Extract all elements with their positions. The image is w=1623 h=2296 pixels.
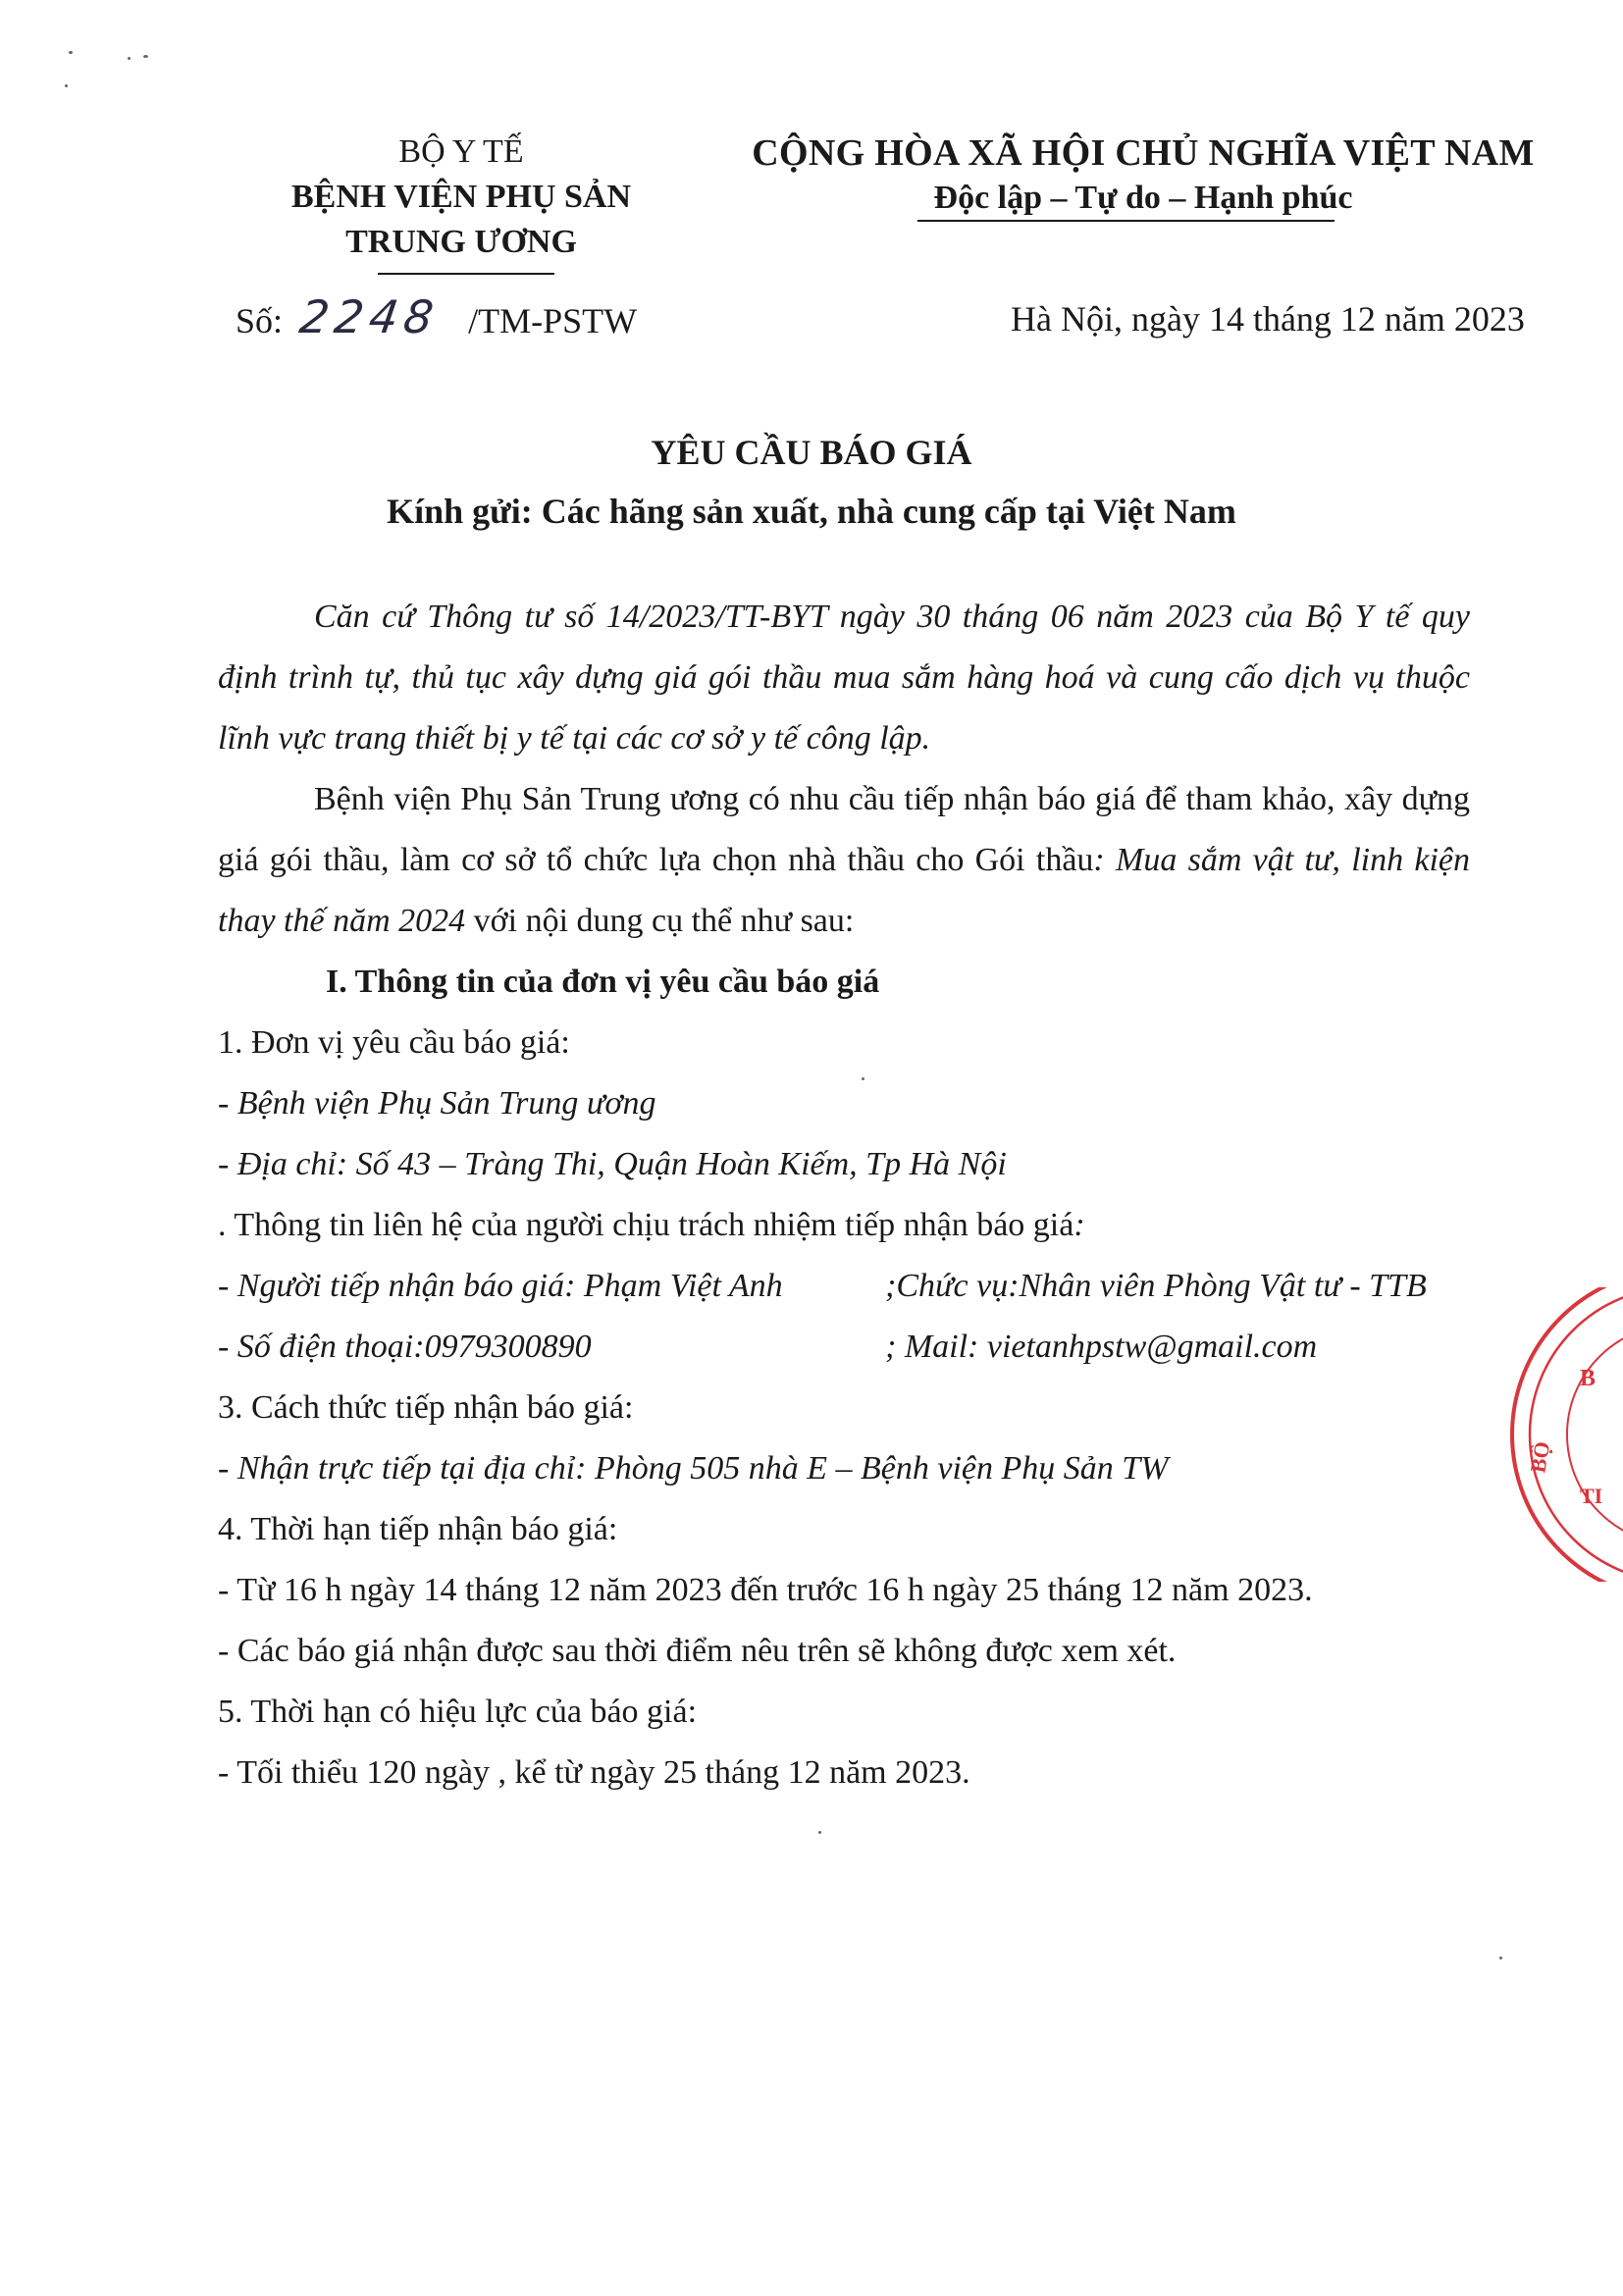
issuer-underline — [378, 273, 554, 275]
intro-paragraph — [218, 769, 1470, 952]
motto-underline — [917, 220, 1335, 222]
receive-method: - Nhận trực tiếp tại địa chỉ: Phòng 505 nhà E – Bệnh viện Phụ Sản TW — [218, 1450, 1169, 1487]
scan-speck — [143, 55, 148, 58]
scan-speck — [128, 57, 131, 60]
issuer-block — [255, 130, 667, 265]
document-title: YÊU CẦU BÁO GIÁ — [651, 433, 972, 472]
number-suffix: /TM-PSTW — [468, 301, 638, 340]
package-name: : Mua sắm vật tư, linh kiện thay thế năm 2024 — [218, 842, 1470, 939]
document-body — [218, 587, 1470, 1803]
unit-address: - Địa chỉ: Số 43 – Tràng Thi, Quận Hoàn Kiếm, Tp Hà Nội — [218, 1146, 1007, 1182]
contact-phone: - Số điện thoại:0979300890 — [218, 1329, 592, 1365]
item-2-text: . Thông tin liên hệ của người chịu trách nhiệm tiếp nhận báo giá — [218, 1207, 1074, 1243]
scan-speck — [65, 84, 68, 87]
stamp-letter-mid: TI — [1580, 1484, 1603, 1508]
hospital-name-line1: BỆNH VIỆN PHỤ SẢN — [290, 179, 632, 215]
recipient-line: Kính gửi: Các hãng sản xuất, nhà cung cấp tại Việt Nam — [387, 492, 1236, 531]
stamp-letter-left: BỘ — [1525, 1439, 1555, 1475]
contact-mail: ; Mail: vietanhpstw@gmail.com — [885, 1329, 1318, 1365]
item-1-heading: 1. Đơn vị yêu cầu báo giá: — [218, 1024, 570, 1061]
national-header — [726, 130, 1560, 220]
intro-text: Bệnh viện Phụ Sản Trung ương có nhu cầu tiếp nhận báo giá để tham khảo, xây dựng giá gói thầu, làm cơ sở tổ chức lựa chọn nhà thầu cho Gói thầu — [218, 781, 1470, 878]
hospital-name-line2: TRUNG ƯƠNG — [345, 224, 577, 260]
deadline-text: - Từ 16 h ngày 14 tháng 12 năm 2023 đến trước 16 h ngày 25 tháng 12 năm 2023. — [218, 1572, 1313, 1608]
stamp-letter-top: B — [1580, 1366, 1597, 1391]
handwritten-number: 2248 — [296, 290, 443, 343]
scan-speck — [818, 1831, 821, 1834]
contact-position: ;Chức vụ:Nhân viên Phòng Vật tư - TTB — [885, 1268, 1427, 1304]
stamp-graphic — [1505, 1287, 1623, 1582]
item-4-heading: 4. Thời hạn tiếp nhận báo giá: — [218, 1511, 618, 1547]
number-label: Số: — [236, 301, 284, 340]
document-date: Hà Nội, ngày 14 tháng 12 năm 2023 — [1011, 299, 1525, 339]
section-heading-1: I. Thông tin của đơn vị yêu cầu báo giá — [326, 964, 880, 1000]
intro-tail: với nội dung cụ thể như sau: — [465, 903, 855, 939]
scan-speck — [69, 51, 73, 54]
document-number — [236, 292, 637, 345]
legal-basis-paragraph: Căn cứ Thông tư số 14/2023/TT-BYT ngày 30 tháng 06 năm 2023 của Bộ Y tế quy định trình tự, thủ tục xây dựng giá gói thầu mua sắm hàng hoá và cung cấo dịch vụ thuộc lĩnh vực trang thiết bị y tế tại các cơ sở y tế công lập. — [218, 599, 1470, 757]
contact-person: - Người tiếp nhận báo giá: Phạm Việt Anh — [218, 1268, 783, 1304]
nation-title: CỘNG HÒA XÃ HỘI CHỦ NGHĨA VIỆT NAM — [752, 132, 1535, 174]
national-motto: Độc lập – Tự do – Hạnh phúc — [933, 180, 1353, 216]
item-2-heading — [218, 1195, 1470, 1256]
item-5-heading: 5. Thời hạn có hiệu lực của báo giá: — [218, 1694, 698, 1730]
ministry-name: BỘ Y TẾ — [398, 133, 524, 170]
item-2-colon: : — [1073, 1207, 1085, 1243]
scan-speck — [1499, 1957, 1502, 1959]
validity-text: - Tối thiểu 120 ngày , kể từ ngày 25 tháng 12 năm 2023. — [218, 1754, 970, 1791]
official-stamp — [1505, 1287, 1623, 1582]
unit-name: - Bệnh viện Phụ Sản Trung ương — [218, 1085, 656, 1122]
contact-phone-row — [218, 1317, 1470, 1378]
item-3-heading: 3. Cách thức tiếp nhận báo giá: — [218, 1389, 634, 1426]
contact-person-row — [218, 1256, 1470, 1317]
late-submission-note: - Các báo giá nhận được sau thời điểm nêu trên sẽ không được xem xét. — [218, 1633, 1177, 1669]
